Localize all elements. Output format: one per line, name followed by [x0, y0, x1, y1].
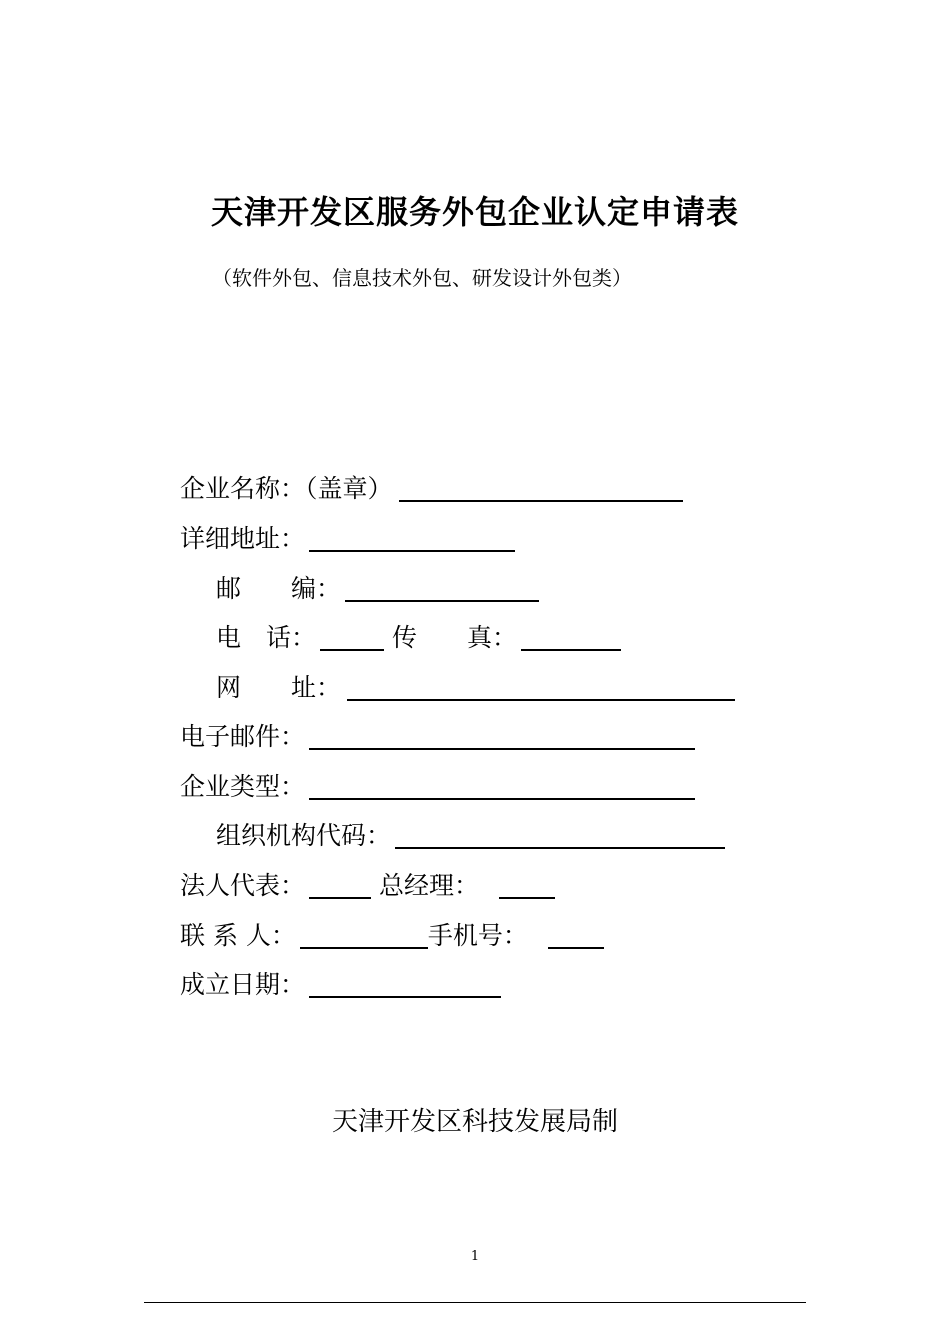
address-blank[interactable] [309, 520, 515, 552]
founded-blank[interactable] [309, 966, 501, 998]
row-org-code [216, 813, 725, 853]
row-contact-mobile [180, 913, 604, 953]
company-type-blank[interactable] [309, 768, 695, 800]
founded-label: 成立日期： [180, 970, 306, 999]
email-blank[interactable] [309, 718, 695, 750]
company-type-label: 企业类型： [180, 772, 306, 801]
general-manager-label: 总经理： [379, 871, 480, 900]
contact-label: 联 系 人： [180, 921, 296, 950]
legal-rep-label: 法人代表： [180, 871, 306, 900]
row-company-type [180, 764, 695, 804]
page-number: 1 [470, 1249, 480, 1264]
company-name-blank[interactable] [399, 470, 683, 502]
address-label: 详细地址： [180, 524, 306, 553]
row-email [180, 714, 695, 754]
contact-blank[interactable] [300, 917, 428, 949]
page-title: 天津开发区服务外包企业认定申请表 [210, 193, 739, 231]
row-company-name [180, 466, 683, 506]
phone-label: 电 话： [216, 623, 317, 652]
row-legal-rep-manager [180, 863, 555, 903]
org-code-label: 组织机构代码： [216, 821, 392, 850]
phone-blank[interactable] [320, 619, 384, 651]
page-subtitle: （软件外包、信息技术外包、研发设计外包类） [212, 266, 632, 290]
fax-blank[interactable] [521, 619, 621, 651]
row-website [216, 665, 735, 705]
mobile-blank[interactable] [548, 917, 604, 949]
issuer-line: 天津开发区科技发展局制 [331, 1107, 618, 1137]
fax-label: 传 真： [392, 623, 518, 652]
mobile-label: 手机号： [427, 921, 528, 950]
row-postcode [216, 566, 539, 606]
footer-rule [144, 1302, 806, 1303]
website-blank[interactable] [347, 669, 735, 701]
org-code-blank[interactable] [395, 817, 725, 849]
email-label: 电子邮件： [180, 722, 306, 751]
postcode-label: 邮 编： [216, 574, 342, 603]
postcode-blank[interactable] [345, 570, 539, 602]
company-name-label: 企业名称：（盖章） [180, 474, 393, 503]
legal-rep-blank[interactable] [309, 867, 371, 899]
row-founded [180, 962, 501, 1002]
general-manager-blank[interactable] [499, 867, 555, 899]
website-label: 网 址： [216, 673, 342, 702]
row-address [180, 516, 515, 556]
row-phone-fax [216, 615, 621, 655]
